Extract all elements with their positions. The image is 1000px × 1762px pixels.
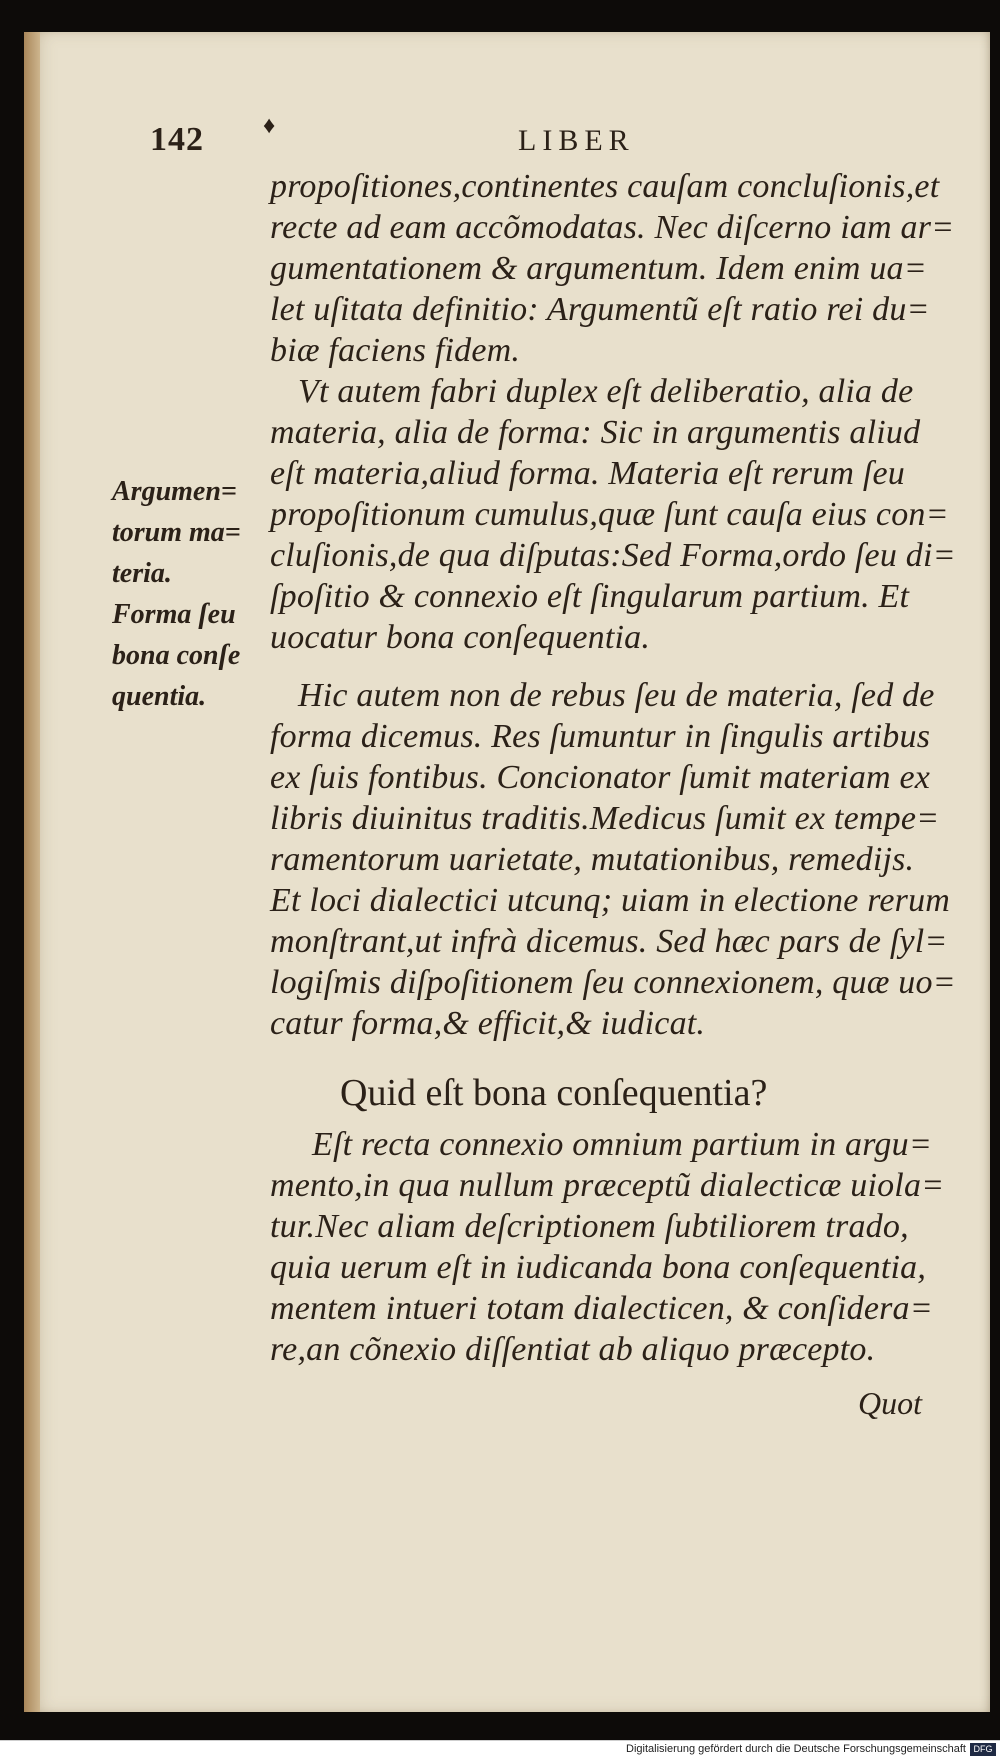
margin-note-line: bona conſe <box>112 640 241 671</box>
body-line: eſt materia,aliud forma. Materia eſt rerum ſeu <box>270 455 905 492</box>
paragraph-first-line: Hic autem non de rebus ſeu de materia, ſed de <box>298 677 935 714</box>
body-line: quia uerum eſt in iudicanda bona conſequentia, <box>270 1249 927 1286</box>
paragraph-first-line: Vt autem fabri duplex eſt deliberatio, alia de <box>298 373 914 410</box>
body-line: materia, alia de forma: Sic in argumentis aliud <box>270 414 921 451</box>
body-line: libris diuinitus traditis.Medicus ſumit ex tempe= <box>270 800 940 837</box>
body-line: ex ſuis fontibus. Concionator ſumit materiam ex <box>270 759 931 796</box>
body-line: gumentationem & argumentum. Idem enim ua= <box>270 250 927 287</box>
margin-note-line: torum ma= <box>112 517 241 548</box>
body-line: re,an cõnexio diſſentiat ab aliquo præcepto. <box>270 1331 876 1368</box>
running-head: LIBER <box>518 124 635 157</box>
margin-note-line: Forma ſeu <box>112 599 236 630</box>
body-line: propoſitionum cumulus,quæ ſunt cauſa eius con= <box>270 496 949 533</box>
body-line: monſtrant,ut infrà dicemus. Sed hæc pars de ſyl= <box>270 923 948 960</box>
body-line: mento,in qua nullum præceptũ dialecticæ uiola= <box>270 1167 945 1204</box>
section-heading: Quid eſt bona conſequentia? <box>340 1072 768 1114</box>
page-number: 142 <box>150 121 204 158</box>
margin-note-line: quentia. <box>112 681 207 712</box>
body-line: catur forma,& efficit,& iudicat. <box>270 1005 706 1042</box>
body-line: mentem intueri totam dialecticen, & conſidera= <box>270 1290 933 1327</box>
body-line: tur.Nec aliam deſcriptionem ſubtiliorem trado, <box>270 1208 909 1245</box>
margin-note-line: Argumen= <box>112 476 237 507</box>
body-line: cluſionis,de qua diſputas:Sed Forma,ordo ſeu di= <box>270 537 956 574</box>
page-spine-edge <box>24 32 40 1712</box>
body-line: forma dicemus. Res ſumuntur in ſingulis artibus <box>270 718 931 755</box>
ornament-mark: ♦ <box>263 113 276 139</box>
footer-credit: Digitalisierung gefördert durch die Deutsche Forschungsgemeinschaft <box>626 1743 966 1755</box>
body-line: logiſmis diſpoſitionem ſeu connexionem, quæ uo= <box>270 964 956 1001</box>
paragraph-first-line: Eſt recta connexio omnium partium in argu= <box>312 1126 932 1163</box>
dfg-logo: DFG <box>970 1743 996 1756</box>
body-line: propoſitiones,continentes cauſam concluſionis,et <box>270 168 940 205</box>
body-line: ſpoſitio & connexio eſt ſingularum partium. Et <box>270 578 910 615</box>
body-line: Et loci dialectici utcunq; uiam in electione rerum <box>270 882 951 919</box>
margin-note-line: teria. <box>112 558 172 589</box>
body-line: biæ faciens fidem. <box>270 332 521 369</box>
body-line: ramentorum uarietate, mutationibus, remedijs. <box>270 841 915 878</box>
body-line: let uſitata definitio: Argumentũ eſt ratio rei du= <box>270 291 930 328</box>
body-line: recte ad eam accõmodatas. Nec diſcerno iam ar= <box>270 209 955 246</box>
catchword: Quot <box>858 1385 922 1421</box>
body-line: uocatur bona conſequentia. <box>270 619 651 656</box>
